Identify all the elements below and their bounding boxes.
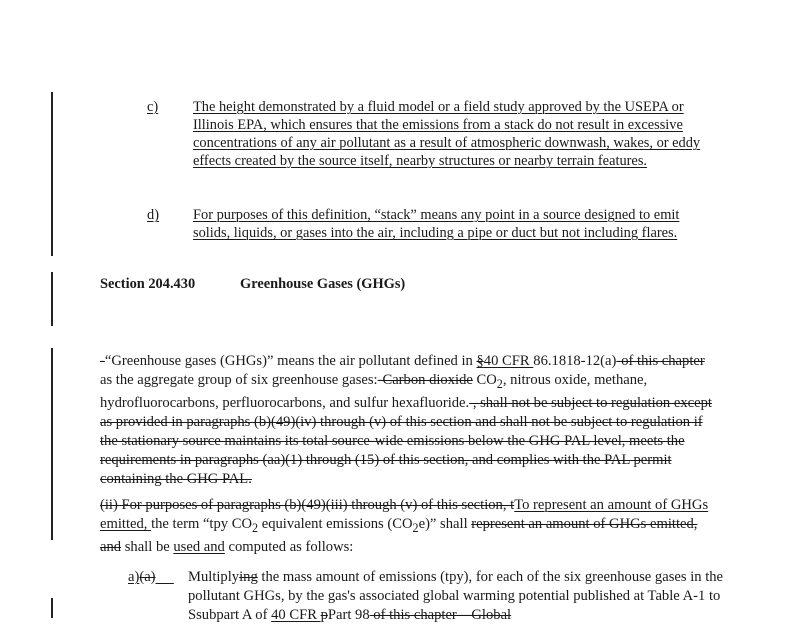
deleted-text: - [100, 353, 105, 369]
paragraph-text: 86.1818-12(a) [533, 353, 617, 369]
paragraph-text: e)” shall [418, 516, 472, 532]
subscript: 2 [252, 520, 259, 535]
paragraph-text: CO [472, 372, 497, 388]
item-text: The height demonstrated by a fluid model or a field study approved by the USEPA or Illinois EPA, which ensures that the emissions from a stack do not result in excessive concentrations of any air pollutant as a result of atmospheric downwash, wakes, or eddy effects created by the source itself, nearby structures or nearby terrain features. [193, 99, 701, 169]
paragraph-text: as the aggregate group of six greenhouse gases: [100, 372, 378, 388]
inserted-text: 40 CFR [483, 353, 534, 369]
deleted-text: ing [239, 569, 258, 585]
revision-bar-bottom [51, 598, 53, 618]
subitem-label [128, 568, 174, 587]
paragraph-text: the mass amount of emissions (tpy), for each of the six greenhouse gases in the pollutant GHGs, by the gas's associated global warming potential published at Table A-1 to Ssubpart A of [188, 569, 724, 623]
deleted-text: represent an amount of GHGs emitted, and [100, 516, 698, 555]
revision-bar-section [51, 272, 53, 326]
item-text: For purposes of this definition, “stack” means any point in a source designed to emit solids, liquids, or gases into the air, including a pipe or duct but not including flares. [193, 207, 680, 241]
paragraph-text: equivalent emissions (CO [258, 516, 413, 532]
co2e-paragraph [100, 496, 714, 557]
section-number: Section 204.430 [100, 276, 196, 292]
section-heading [100, 276, 405, 293]
subscript: 2 [496, 376, 503, 391]
deleted-text: -of this chapter [616, 353, 705, 369]
paragraph-text: , nitrous oxide, methane, hydrofluorocarbons, perfluorocarbons, and sulfur hexafluoride. [100, 372, 648, 411]
ghg-definition-paragraph [100, 352, 714, 489]
revision-bar-top [51, 92, 53, 256]
inserted-text: 40 CFR [271, 607, 321, 623]
deleted-text: -Carbon dioxide [377, 372, 473, 388]
revision-bar-para [51, 348, 53, 540]
inserted-text: used and [173, 538, 225, 555]
item-label: d) [147, 207, 159, 223]
section-title: Greenhouse Gases (GHGs) [240, 276, 406, 292]
item-label: c) [147, 99, 159, 115]
deleted-text: § [476, 353, 484, 369]
paragraph-text: “Greenhouse gases (GHGs)” means the air pollutant defined in [104, 353, 477, 369]
deleted-text: (a) [139, 569, 156, 585]
paragraph-text: Part 98 [327, 607, 370, 623]
label-underline-gap [156, 569, 174, 585]
deleted-text: (ii) For purposes of paragraphs (b)(49)(iii) through (v) of this section, t [100, 497, 515, 513]
paragraph-text: computed as follows: [224, 538, 354, 555]
deleted-text: of this chapter—Global [369, 607, 512, 623]
subscript: 2 [412, 520, 419, 535]
inserted-text: To represent an amount of GHGs emitted, [100, 497, 709, 532]
deleted-text: p [320, 607, 328, 623]
inserted-text: a) [128, 569, 140, 585]
paragraph-text: Multiply [188, 569, 240, 585]
deleted-text: , shall not be subject to regulation except as provided in paragraphs (b)(49)(iv) through (v) of this section and shall not be subject to regulation if the stationary source maintains its total source-wide emissions below the GHG PAL level, meets the requirements in paragraphs (aa)(1) through (15) of this section, and complies with the PAL permit containing the GHG PAL. [100, 394, 712, 487]
paragraph-text: the term “tpy CO [151, 516, 252, 532]
subitem-text [188, 568, 728, 625]
paragraph-text: shall be [121, 538, 174, 555]
